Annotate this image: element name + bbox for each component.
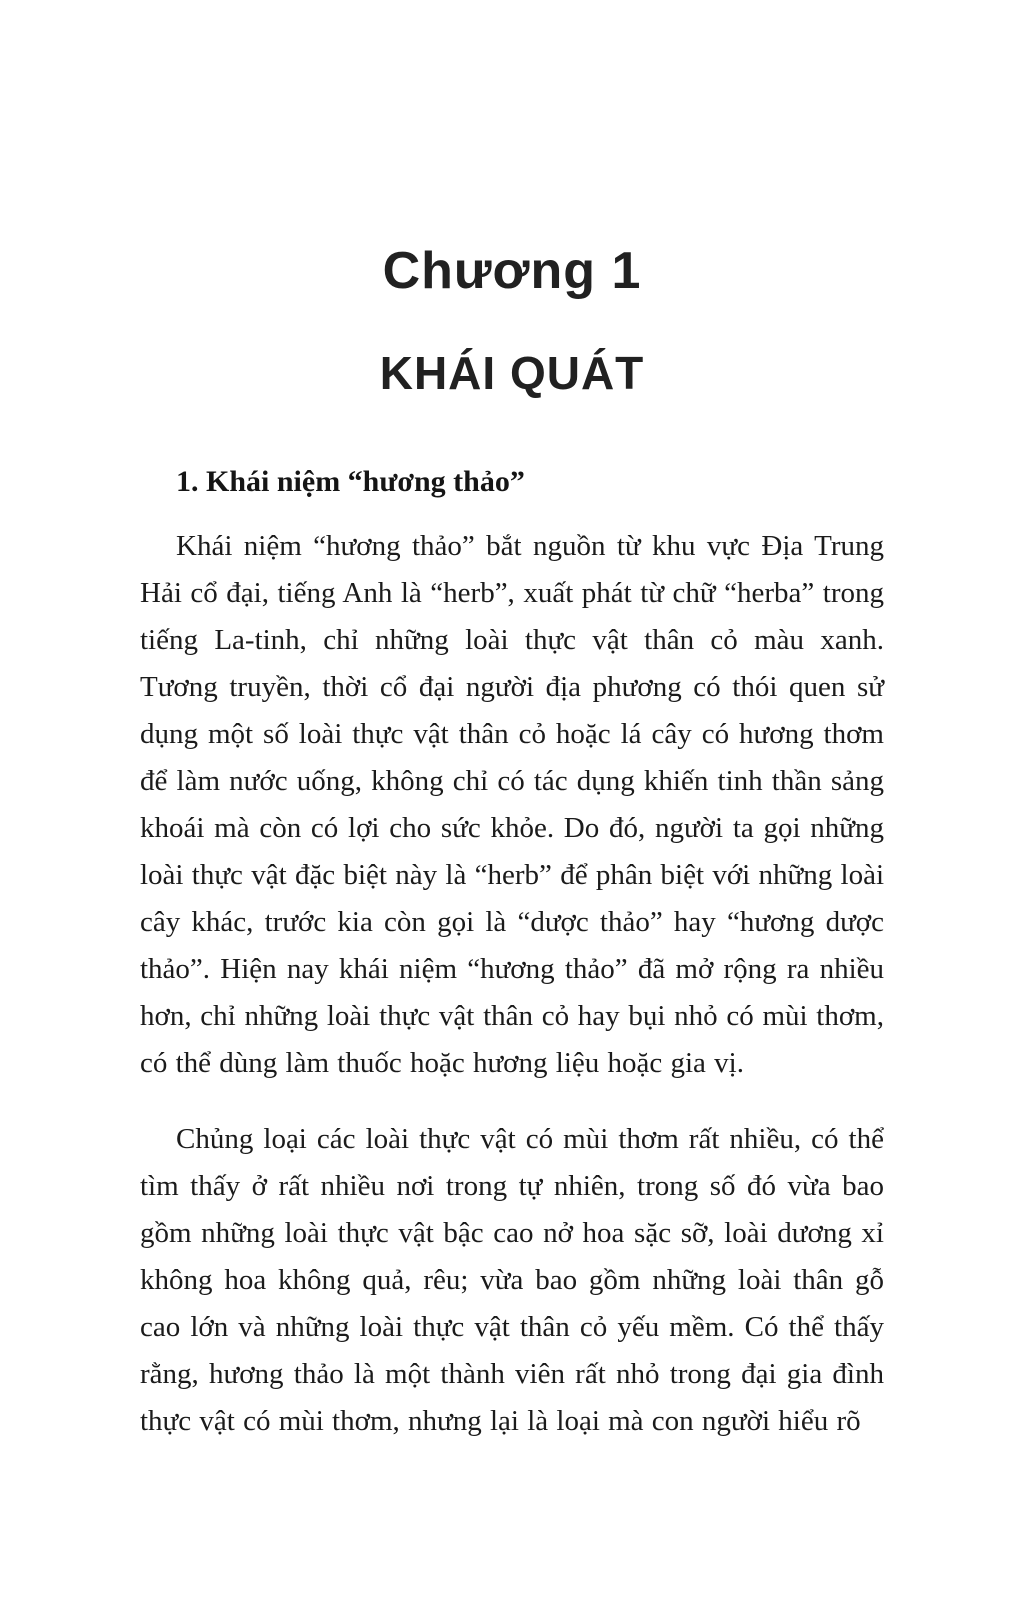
body-paragraph-1: Khái niệm “hương thảo” bắt nguồn từ khu vực Địa Trung Hải cổ đại, tiếng Anh là “herb”, xuất phát từ chữ “herba” trong tiếng La-tinh, chỉ những loài thực vật thân cỏ màu xanh. Tương truyền, thời cổ đại người địa phương có thói quen sử dụng một số loài thực vật thân cỏ hoặc lá cây có hương thơm để làm nước uống, không chỉ có tác dụng khiến tinh thần sảng khoái mà còn có lợi cho sức khỏe. Do đó, người ta gọi những loài thực vật đặc biệt này là “herb” để phân biệt với những loài cây khác, trước kia còn gọi là “dược thảo” hay “hương dược thảo”. Hiện nay khái niệm “hương thảo” đã mở rộng ra nhiều hơn, chỉ những loài thực vật thân cỏ hay bụi nhỏ có mùi thơm, có thể dùng làm thuốc hoặc hương liệu hoặc gia vị. [140, 529, 884, 1079]
section-heading: 1. Khái niệm “hương thảo” [176, 464, 525, 498]
body-paragraph-2: Chủng loại các loài thực vật có mùi thơm rất nhiều, có thể tìm thấy ở rất nhiều nơi trong tự nhiên, trong số đó vừa bao gồm những loài thực vật bậc cao nở hoa sặc sỡ, loài dương xỉ không hoa không quả, rêu; vừa bao gồm những loài thân gỗ cao lớn và những loài thực vật thân cỏ yếu mềm. Có thể thấy rằng, hương thảo là một thành viên rất nhỏ trong đại gia đình thực vật có mùi thơm, nhưng lại là loại mà con người hiểu rõ [140, 1122, 884, 1437]
chapter-title: Chương 1 [382, 242, 642, 300]
chapter-subtitle: KHÁI QUÁT [379, 347, 645, 400]
page-content [140, 0, 884, 1474]
